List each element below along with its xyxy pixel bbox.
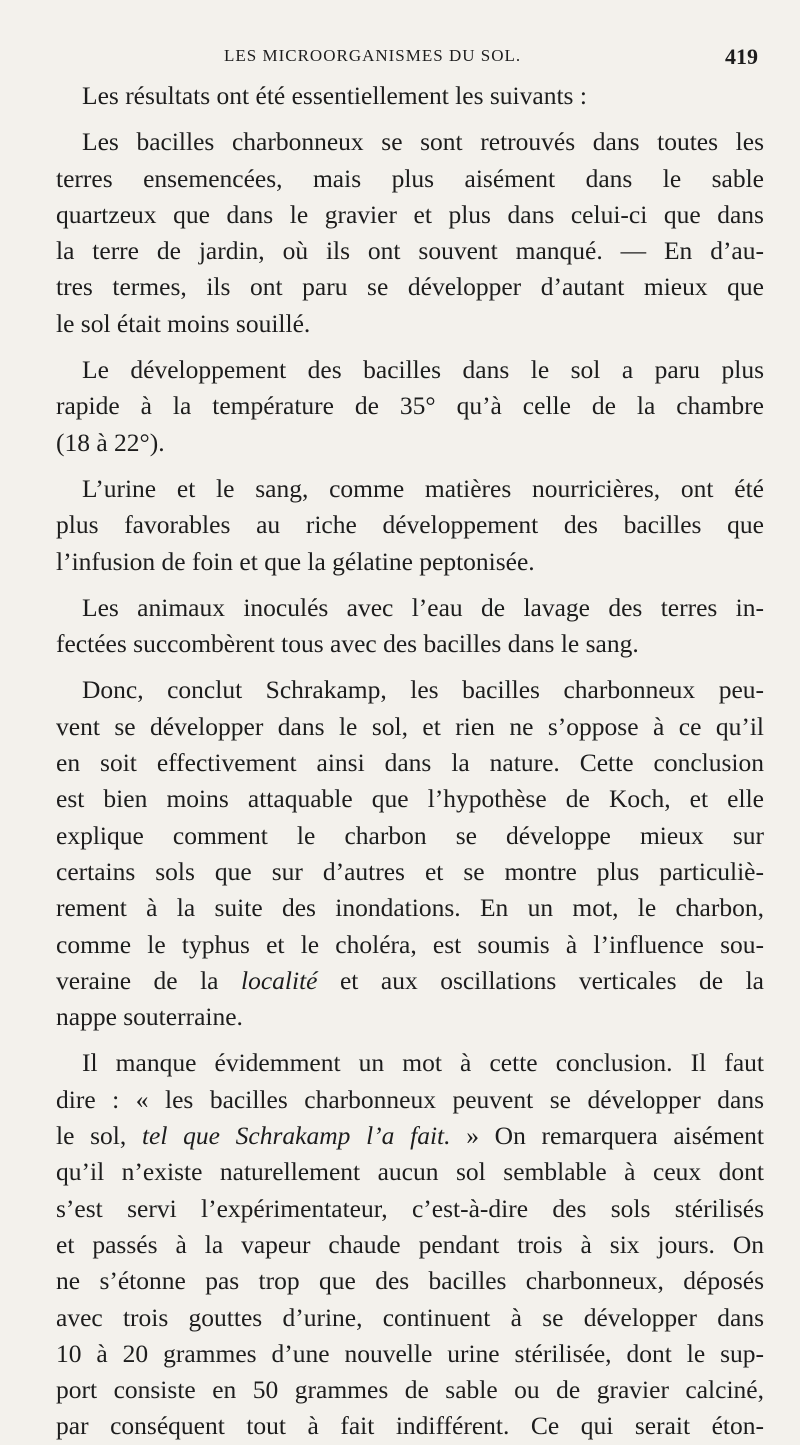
text-line: certains sols que sur d’autres et se montre plus particuliè- [56, 856, 764, 886]
text-line: nappe souterraine. [56, 1002, 243, 1032]
text-line: l’infusion de foin et que la gélatine peptonisée. [56, 546, 535, 576]
text-line: terres ensemencées, mais plus aisément dans le sable [56, 163, 764, 193]
running-title: LES MICROORGANISMES DU SOL. [224, 46, 522, 65]
text-line: par conséquent tout à fait indifférent. Ce qui serait éton- [56, 1411, 764, 1441]
paragraph [56, 78, 764, 114]
paragraph [56, 124, 764, 342]
paragraph [56, 590, 764, 663]
text-line: L’urine et le sang, comme matières nourricières, ont été [82, 473, 764, 503]
text-line: qu’il n’existe naturellement aucun sol semblable à ceux dont [56, 1157, 764, 1187]
text-line: Il manque évidemment un mot à cette conclusion. Il faut [82, 1048, 764, 1078]
italic-text: localité [241, 965, 318, 995]
text-line: avec trois gouttes d’urine, continuent à se développer dans [56, 1302, 764, 1332]
text-line: Les animaux inoculés avec l’eau de lavage des terres in- [82, 592, 764, 622]
text-line: explique comment le charbon se développe mieux sur [56, 820, 764, 850]
text-line: 10 à 20 grammes d’une nouvelle urine stérilisée, dont le sup- [56, 1338, 764, 1368]
text-line: Le développement des bacilles dans le sol a paru plus [82, 355, 764, 385]
paragraph [56, 1045, 764, 1444]
text-line: Les résultats ont été essentiellement les suivants : [82, 81, 587, 110]
text-line: Donc, conclut Schrakamp, les bacilles charbonneux peu- [82, 675, 764, 705]
text-line: en soit effectivement ainsi dans la nature. Cette conclusion [56, 748, 764, 778]
text-line: rapide à la température de 35° qu’à celle de la chambre [56, 391, 764, 421]
text-line: tres termes, ils ont paru se développer d’autant mieux que [56, 272, 764, 302]
text-line: quartzeux que dans le gravier et plus dans celui-ci que dans [56, 199, 764, 229]
text-line: s’est servi l’expérimentateur, c’est-à-dire des sols stérilisés [56, 1193, 764, 1223]
text-line: fectées succombèrent tous avec des bacilles dans le sang. [56, 629, 639, 659]
text-line: (18 à 22°). [56, 427, 165, 457]
paragraph [56, 471, 764, 580]
text-line: et passés à la vapeur chaude pendant trois à six jours. On [56, 1229, 764, 1259]
body-text [56, 78, 764, 1445]
paragraph [56, 672, 764, 1035]
text-line: le sol était moins souillé. [56, 308, 311, 338]
text-line: Les bacilles charbonneux se sont retrouvés dans toutes les [82, 127, 764, 157]
text-line: est bien moins attaquable que l’hypothèse de Koch, et elle [56, 784, 764, 814]
text-line: dire : « les bacilles charbonneux peuvent se développer dans [56, 1084, 764, 1114]
italic-text: tel que Schrakamp l’a fait. [141, 1121, 451, 1151]
text-line: ne s’étonne pas trop que des bacilles charbonneux, déposés [56, 1266, 764, 1296]
text-line: comme le typhus et le choléra, est soumis à l’influence sou- [56, 929, 764, 959]
page-header [56, 38, 764, 78]
text-line: plus favorables au riche développement des bacilles que [56, 510, 764, 540]
text-line: veraine de la localité et aux oscillations verticales de la [56, 965, 764, 995]
text-line: la terre de jardin, où ils ont souvent manqué. — En d’au- [56, 236, 764, 266]
text-line: vent se développer dans le sol, et rien ne s’oppose à ce qu’il [56, 711, 764, 741]
text-line: rement à la suite des inondations. En un mot, le charbon, [56, 893, 764, 923]
paragraph [56, 352, 764, 461]
page-number: 419 [725, 44, 758, 69]
text-line: le sol, tel que Schrakamp l’a fait. » On remarquera aisément [56, 1121, 764, 1151]
text-line: port consiste en 50 grammes de sable ou de gravier calciné, [56, 1375, 764, 1405]
